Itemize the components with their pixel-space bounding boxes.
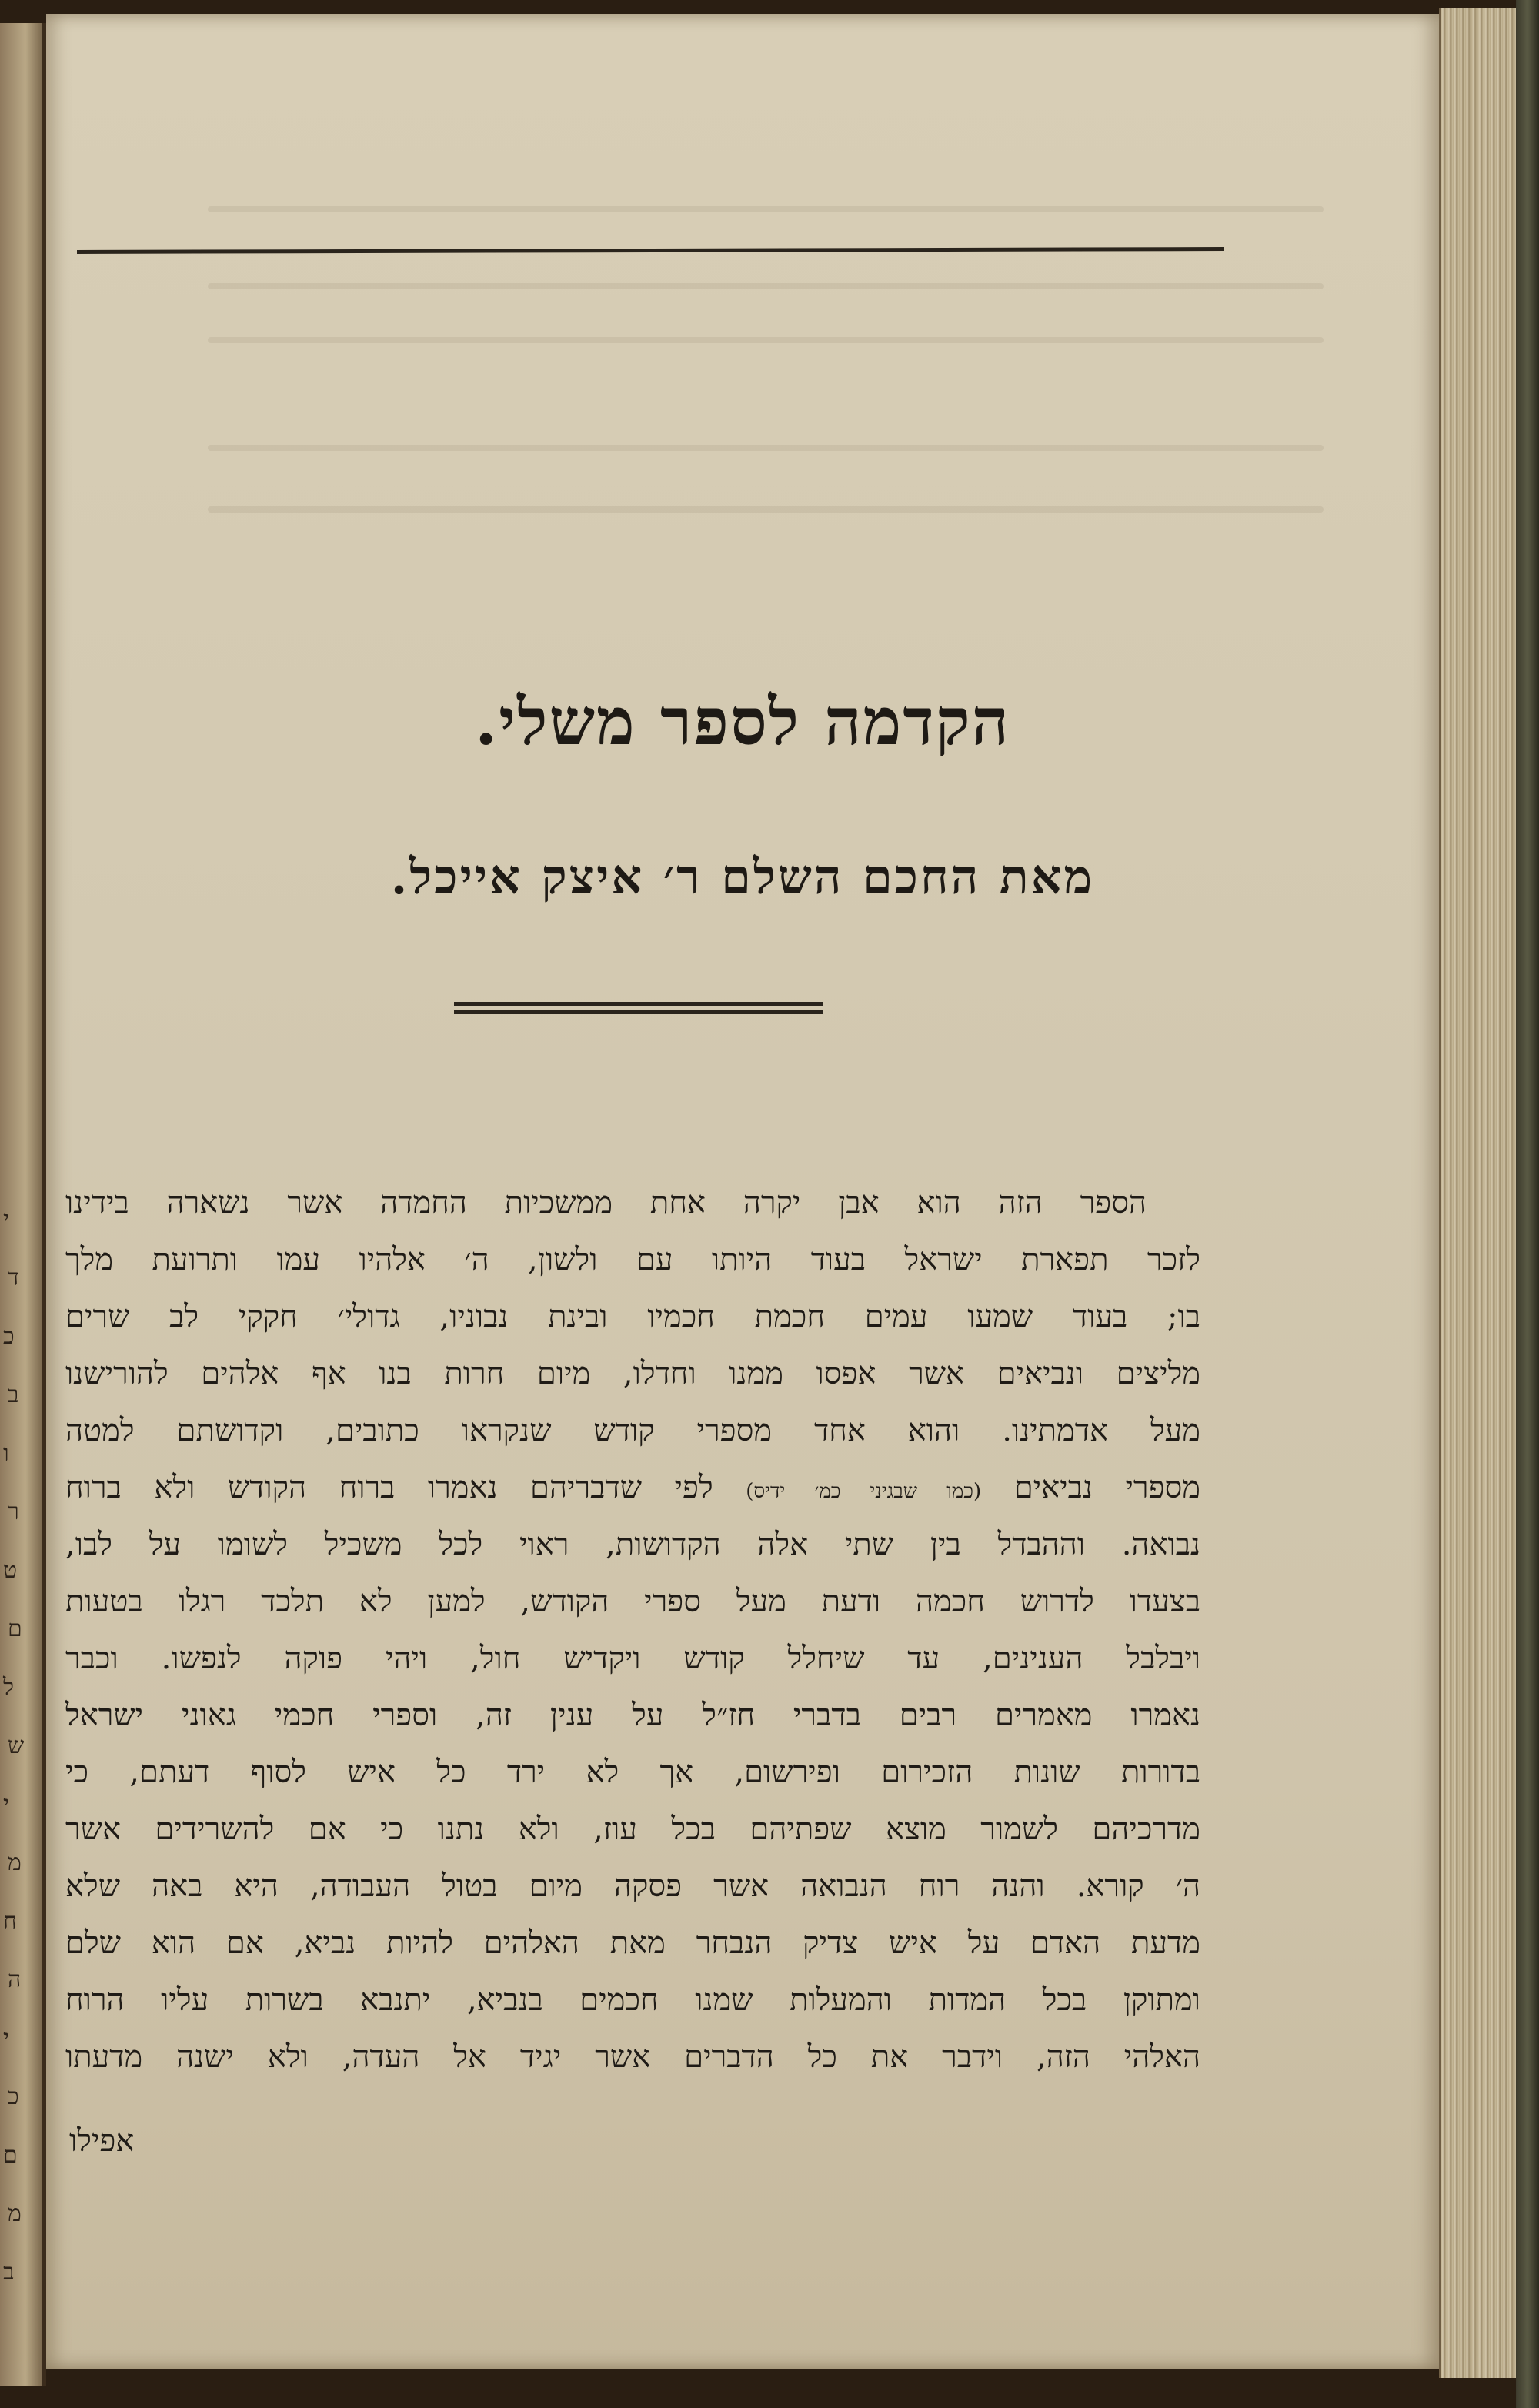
text-line: הספר הזה הוא אבן יקרה אחת ממשכיות החמדה אשר נשארה בידינו bbox=[65, 1185, 1147, 1221]
catchword: אפילו bbox=[69, 2123, 135, 2159]
facing-page-fragment: מ bbox=[8, 2200, 22, 2227]
text-line: לזכר תפארת ישראל בעוד היותו עם ולשון, ה׳ אלהיו עמו ותרועת מלך bbox=[65, 1242, 1200, 1277]
show-through-line bbox=[208, 506, 1324, 513]
book-page bbox=[46, 14, 1439, 2369]
text-line bbox=[65, 1459, 1200, 1516]
show-through-line bbox=[208, 206, 1324, 212]
double-rule-ornament bbox=[454, 1002, 823, 1014]
facing-page-fragment: ם bbox=[8, 1615, 22, 1642]
facing-page-fragment: כ bbox=[3, 1323, 15, 1350]
facing-page-fragment: ד bbox=[8, 1264, 19, 1291]
facing-page-fragment: ם bbox=[3, 2142, 18, 2169]
inline-note: (כמו שבגיני כמ׳ ידיס) bbox=[746, 1480, 982, 1503]
text-line: האלהי הזה, וידבר את כל הדברים אשר יגיד אל העדה, ולא ישנה מדעתו bbox=[65, 2039, 1200, 2075]
facing-page-fragment: ש bbox=[8, 1732, 25, 1759]
facing-page-text bbox=[2, 23, 42, 2386]
text-line: ה׳ קורא. והנה רוח הנבואה אשר פסקה מיום בטול העבודה, היא באה שלא bbox=[65, 1869, 1200, 1904]
facing-page-fragment: ה bbox=[8, 1966, 22, 1993]
book-cover-edge bbox=[1516, 0, 1539, 2408]
text-line: מעל אדמתינו. והוא אחד מספרי קודש שנקראו כתובים, וקדושתם למטה bbox=[65, 1413, 1200, 1448]
text-line: נבואה. וההבדל בין שתי אלה הקדושות, ראוי לכל משכיל לשומו על לבו, bbox=[65, 1527, 1200, 1562]
text-line: בו; בעוד שמעו עמים חכמת חכמיו ובינת נבוניו, גדולי׳ חקקי לב שרים bbox=[65, 1299, 1200, 1334]
text-line: בדורות שונות הזכירום ופירשום, אך לא ירד כל איש לסוף דעתם, כי bbox=[65, 1755, 1200, 1790]
facing-page-fragment: י bbox=[3, 1206, 9, 1233]
line-prefix: מספרי נביאים bbox=[1013, 1470, 1200, 1505]
facing-page-fragment: ל bbox=[3, 1674, 15, 1701]
text-line: מדעת האדם על איש צדיק הנבחר מאת האלהים להיות נביא, אם הוא שלם bbox=[65, 1925, 1200, 1961]
facing-page-fragment: מ bbox=[8, 1849, 22, 1876]
facing-page-strip bbox=[0, 23, 46, 2386]
line-text: לפי שדבריהם נאמרו ברוח הקודש ולא ברוח bbox=[65, 1470, 713, 1505]
facing-page-fragment: י bbox=[3, 1791, 9, 1818]
facing-page-fragment: י bbox=[3, 2025, 9, 2052]
show-through-line bbox=[208, 283, 1324, 289]
facing-page-fragment: ב bbox=[3, 2259, 15, 2286]
facing-page-fragment: כ bbox=[8, 2083, 19, 2110]
text-line: מדרכיהם לשמור מוצא שפתיהם בכל עוז, ולא נתנו כי אם להשרידים אשר bbox=[65, 1812, 1200, 1847]
show-through-line bbox=[208, 445, 1324, 451]
header-rule bbox=[77, 247, 1224, 254]
text-line: ומתוקן בכל המדות והמעלות שמנו חכמים בנביא, יתנבא בשרות עליו הרוח bbox=[65, 1982, 1200, 2018]
text-line: נאמרו מאמרים רבים בדברי חז״ל על ענין זה, וספרי חכמי גאוני ישראל bbox=[65, 1698, 1200, 1733]
show-through-line bbox=[208, 337, 1324, 343]
body-text bbox=[65, 1174, 1200, 2086]
text-line: ויבלבל הענינים, עד שיחלל קודש ויקדיש חול, ויהי פוקה לנפשו. וכבר bbox=[65, 1641, 1200, 1676]
facing-page-fragment: ו bbox=[3, 1440, 9, 1467]
facing-page-fragment: ב bbox=[8, 1381, 19, 1408]
page-subtitle: מאת החכם השלם ר׳ איצק אייכל. bbox=[390, 849, 1095, 905]
facing-page-fragment: ר bbox=[8, 1498, 19, 1525]
text-line: בצעדו לדרוש חכמה ודעת מעל ספרי הקודש, למען לא תלכד רגלו בטעות bbox=[65, 1584, 1200, 1619]
text-line: מליצים ונביאים אשר אפסו ממנו וחדלו, מיום חרות בנו אף אלהים להורישנו bbox=[65, 1356, 1200, 1391]
facing-page-fragment: ח bbox=[3, 1908, 17, 1935]
facing-page-fragment: ט bbox=[3, 1557, 18, 1584]
page-title: הקדמה לספר משלי. bbox=[474, 683, 1011, 760]
page-block-edge bbox=[1439, 8, 1517, 2378]
